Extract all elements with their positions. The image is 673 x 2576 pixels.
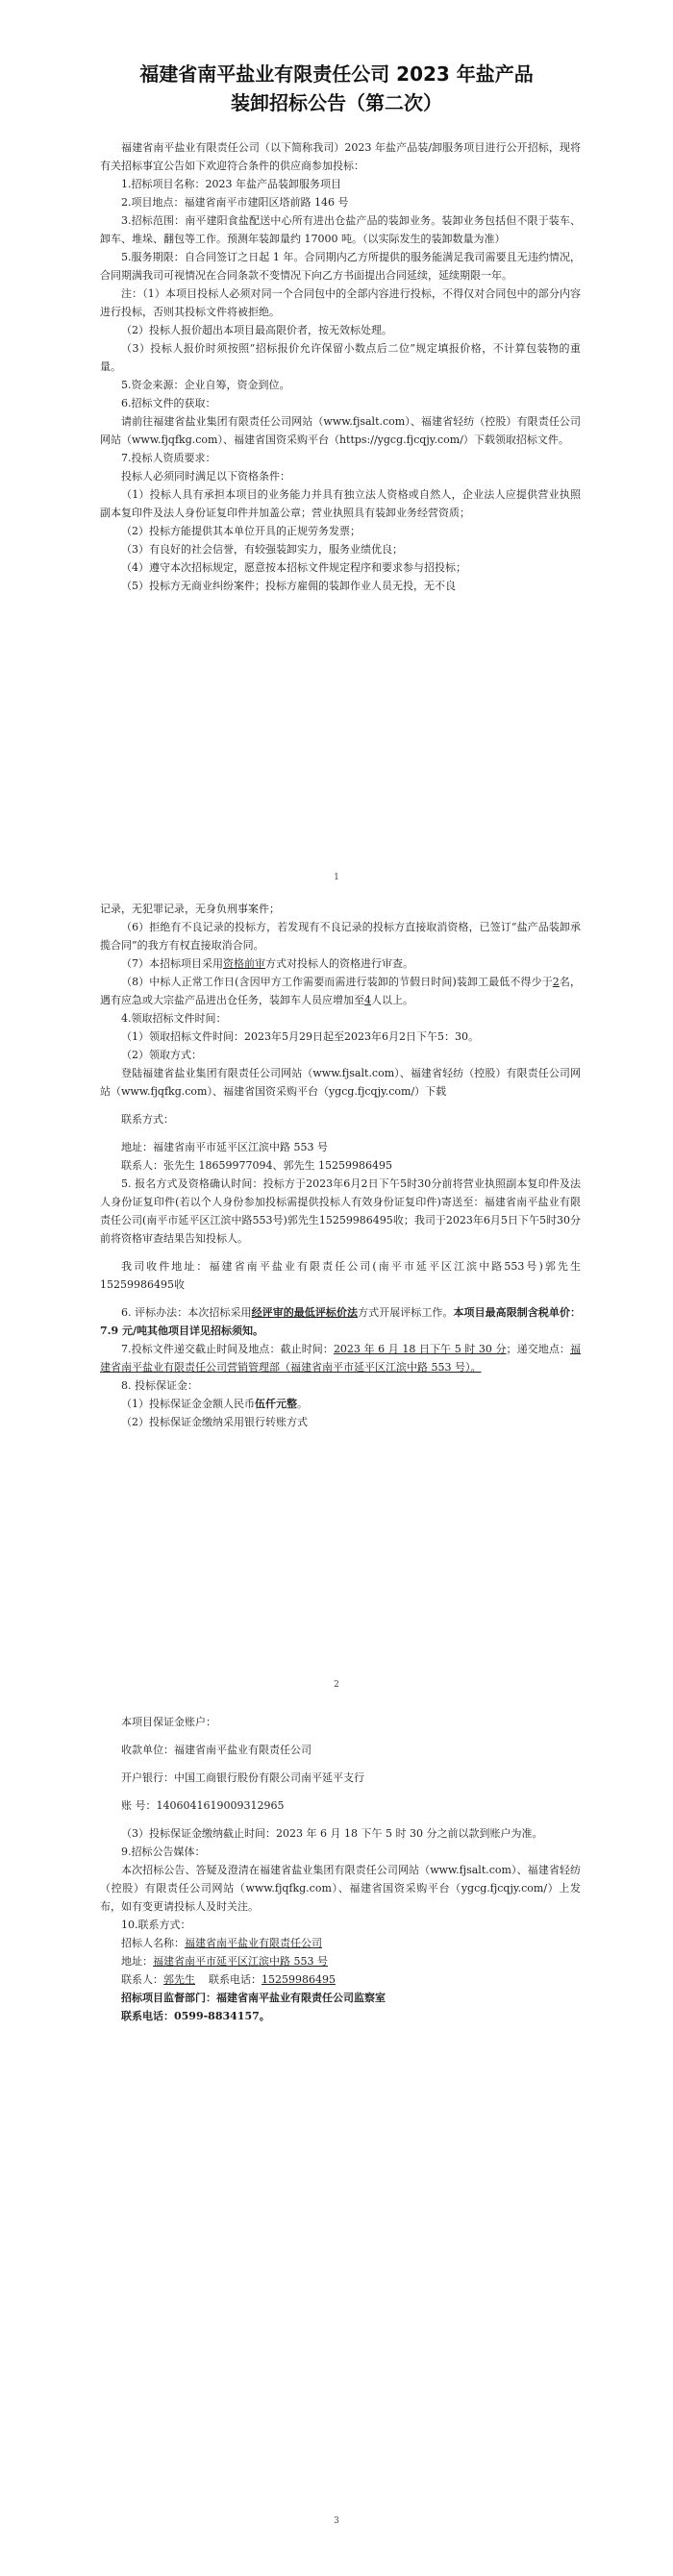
payee: 收款单位：福建省南平盐业有限责任公司 xyxy=(121,1744,312,1756)
qualification-1: （1）投标人具有承担本项目的业务能力并具有独立法人资格或自然人，企业法人应提供营业执照副本复印件及法人身份证复印件并加盖公章；营业执照具有装卸业务经营资质； xyxy=(100,488,581,519)
item-project-name: 1.招标项目名称：2023 年盐产品装卸服务项目 xyxy=(121,178,341,190)
obtain-docs-text: 请前往福建省盐业集团有限责任公司网站（www.fjsalt.com）、福建省轻纺（控股）有限责任公司网站（www.fjqfkg.com）、福建省国资采购平台（https://ygcg.fjcqjy.com/）下载领取招标文件。 xyxy=(100,415,581,446)
note-3: （3）投标人报价时须按照“招标报价允许保留小数点后二位”规定填报价格，不计算包装物的重量。 xyxy=(100,342,581,373)
item-project-location: 2.项目地点：福建省南平市建阳区塔前路 146 号 xyxy=(121,196,349,209)
doc-time-1: （1）领取招标文件时间：2023年5月29日起至2023年6月2日下午5：30。 xyxy=(121,1030,479,1043)
item-submission: 7.投标文件递交截止时间及地点：截止时间：2023 年 6 月 18 日下午 5 时 30 分；递交地点：福建省南平盐业有限责任公司营销管理部（福建省南平市延平区江滨中路 553 号）。 xyxy=(100,1343,581,1374)
qualification-5: （5）投标方无商业纠纷案件；投标方雇佣的装卸作业人员无投，无不良 xyxy=(121,580,456,592)
bank: 开户银行：中国工商银行股份有限公司南平延平支行 xyxy=(121,1771,364,1784)
deposit-amount: （1）投标保证金金额人民币伍仟元整。 xyxy=(121,1398,308,1410)
deposit-account-label: 本项目保证金账户： xyxy=(121,1716,216,1728)
account-number: 账 号：1406041619009312965 xyxy=(121,1799,285,1812)
contact-persons: 联系人：张先生 18659977094、郭先生 15259986495 xyxy=(121,1159,392,1172)
page-number-1: 1 xyxy=(334,873,339,882)
item-qualification: 7.投标人资质要求： xyxy=(121,452,216,464)
submission-location: 福建省南平盐业有限责任公司营销管理部（福建省南平市延平区江滨中路 553 号）。 xyxy=(100,1343,581,1374)
supervision-phone: 联系电话：0599-8834157。 xyxy=(121,2010,270,2022)
item-doc-time: 4.领取招标文件时间： xyxy=(121,1012,227,1025)
document-title-line2: 装卸招标公告（第二次） xyxy=(231,91,442,114)
qualification-7: （7）本招标项目采用资格前审方式对投标人的资格进行审查。 xyxy=(121,957,413,970)
item-contact: 10.联系方式： xyxy=(121,1919,191,1931)
review-method: 资格前审 xyxy=(223,957,265,970)
qualification-8: （8）中标人正常工作日(含因甲方工作需要而需进行装卸的节假日时间)装卸工最低不得少于2名，遇有应急或大宗盐产品进出仓任务，装卸车人员应增加至4人以上。 xyxy=(100,976,581,1006)
tenderer-name: 招标人名称：福建省南平盐业有限责任公司 xyxy=(121,1937,322,1949)
item-deposit: 8. 投标保证金： xyxy=(121,1379,198,1392)
deposit-method: （2）投标保证金缴纳采用银行转账方式 xyxy=(121,1416,308,1428)
page-number-3: 3 xyxy=(334,2516,339,2526)
item-media: 9.招标公告媒体： xyxy=(121,1845,206,1858)
qualification-3: （3）有良好的社会信誉，有较强装卸实力，服务业绩优良； xyxy=(121,543,403,556)
intro-paragraph: 福建省南平盐业有限责任公司（以下简称我司）2023 年盐产品装/卸服务项目进行公开招标，现将有关招标事宜公告如下欢迎符合条件的供应商参加投标： xyxy=(100,141,581,172)
emergency-workers: 4 xyxy=(364,994,371,1006)
contact-address: 地址：福建省南平市延平区江滨中路 553 号 xyxy=(121,1141,328,1153)
note-1: 注：（1）本项目投标人必须对同一个合同包中的全部内容进行投标，不得仅对合同包中的部分内容进行投标，否则其投标文件将被拒绝。 xyxy=(100,287,581,318)
qualification-intro: 投标人必须同时满足以下资格条件： xyxy=(121,470,290,483)
page-1-body xyxy=(100,138,581,595)
item-registration: 5. 报名方式及资格确认时间：投标方于2023年6月2日下午5时30分前将营业执照副本复印件及法人身份证复印件(若以个人身份参加投标需提供投标人有效身份证复印件)寄送至：福建省南平盐业有限责任公司(南平市延平区江滨中路553号)郭先生15259986495收；我司于2023年6月5日下午5时30分前将资格审查结果告知投标人。 xyxy=(100,1177,581,1245)
item-funding: 5.资金来源：企业自筹，资金到位。 xyxy=(121,379,290,391)
contact-label: 联系方式： xyxy=(121,1113,174,1126)
submission-deadline: 2023 年 6 月 18 日下午 5 时 30 分 xyxy=(333,1343,507,1355)
media-text: 本次招标公告、答疑及澄清在福建省盐业集团有限责任公司网站（www.fjsalt.com）、福建省轻纺（控股）有限责任公司网站（www.fjqfkg.com）、福建省国资采购平台（ygcg.fjcqjy.com/）上发布，如有变更请投标人及时关注。 xyxy=(100,1864,581,1913)
page-3-body xyxy=(100,1713,581,2025)
page-number-2: 2 xyxy=(334,1680,339,1690)
tenderer-contact: 联系人：郭先生 联系电话：15259986495 xyxy=(121,1973,336,1986)
note-2: （2）投标人报价超出本项目最高限价者，按无效标处理。 xyxy=(121,324,392,336)
item-service-term: 5.服务期限：自合同签订之日起 1 年。合同期内乙方所提供的服务能满足我司需要且无违约情况，合同期满我司可视情况在合同条款不变情况下向乙方书面提出合同延续，延续期限一年。 xyxy=(100,251,581,282)
qualification-6: （6）拒绝有不良记录的投标方，若发现有不良记录的投标方直接取消资格，已签订“盐产品装卸承揽合同”的我方有权直接取消合同。 xyxy=(100,921,581,952)
doc-download-text: 登陆福建省盐业集团有限责任公司网站（www.fjsalt.com）、福建省轻纺（控股）有限责任公司网站（www.fjqfkg.com）、福建省国资采购平台（ygcg.fjcqjy.com/）下载 xyxy=(100,1067,581,1098)
item-scope: 3.招标范围：南平建阳食盐配送中心所有进出仓盐产品的装卸业务。装卸业务包括但不限于装车、卸车、堆垛、翻包等工作。预测年装卸量约 17000 吨。（以实际发生的装卸数量为准） xyxy=(100,214,581,245)
max-unit-price: 本项目最高限制含税单价：7.9 元/吨其他项目详见招标须知。 xyxy=(100,1306,582,1337)
supervision-dept: 招标项目监督部门：福建省南平盐业有限责任公司监察室 xyxy=(121,1992,386,2004)
qualification-2: （2）投标方能提供其本单位开具的正规劳务发票； xyxy=(121,525,361,537)
item-obtain-docs: 6.招标文件的获取： xyxy=(121,397,216,409)
deposit-deadline: （3）投标保证金缴纳截止时间：2023 年 6 月 18 下午 5 时 30 分之前以款到账户为准。 xyxy=(121,1827,543,1840)
receiving-address: 我司收件地址：福建省南平盐业有限责任公司(南平市延平区江滨中路553号)郭先生15259986495收 xyxy=(100,1260,581,1291)
qualification-5-cont: 记录，无犯罪记录，无身负刑事案件； xyxy=(100,903,280,915)
page-2-body xyxy=(100,900,581,1431)
tenderer-address: 地址：福建省南平市延平区江滨中路 553 号 xyxy=(121,1955,328,1968)
item-evaluation: 6. 评标办法：本次招标采用经评审的最低评标价法方式开展评标工作。本项目最高限制含税单价：7.9 元/吨其他项目详见招标须知。 xyxy=(100,1306,582,1337)
evaluation-method: 经评审的最低评标价法 xyxy=(251,1306,359,1319)
document-title-line1: 福建省南平盐业有限责任公司 2023 年盐产品 xyxy=(139,62,534,86)
qualification-4: （4）遵守本次招标规定，愿意按本招标文件规定程序和要求参与招投标； xyxy=(121,561,466,574)
doc-time-2: （2）领取方式： xyxy=(121,1049,202,1061)
min-workers: 2 xyxy=(552,976,560,988)
